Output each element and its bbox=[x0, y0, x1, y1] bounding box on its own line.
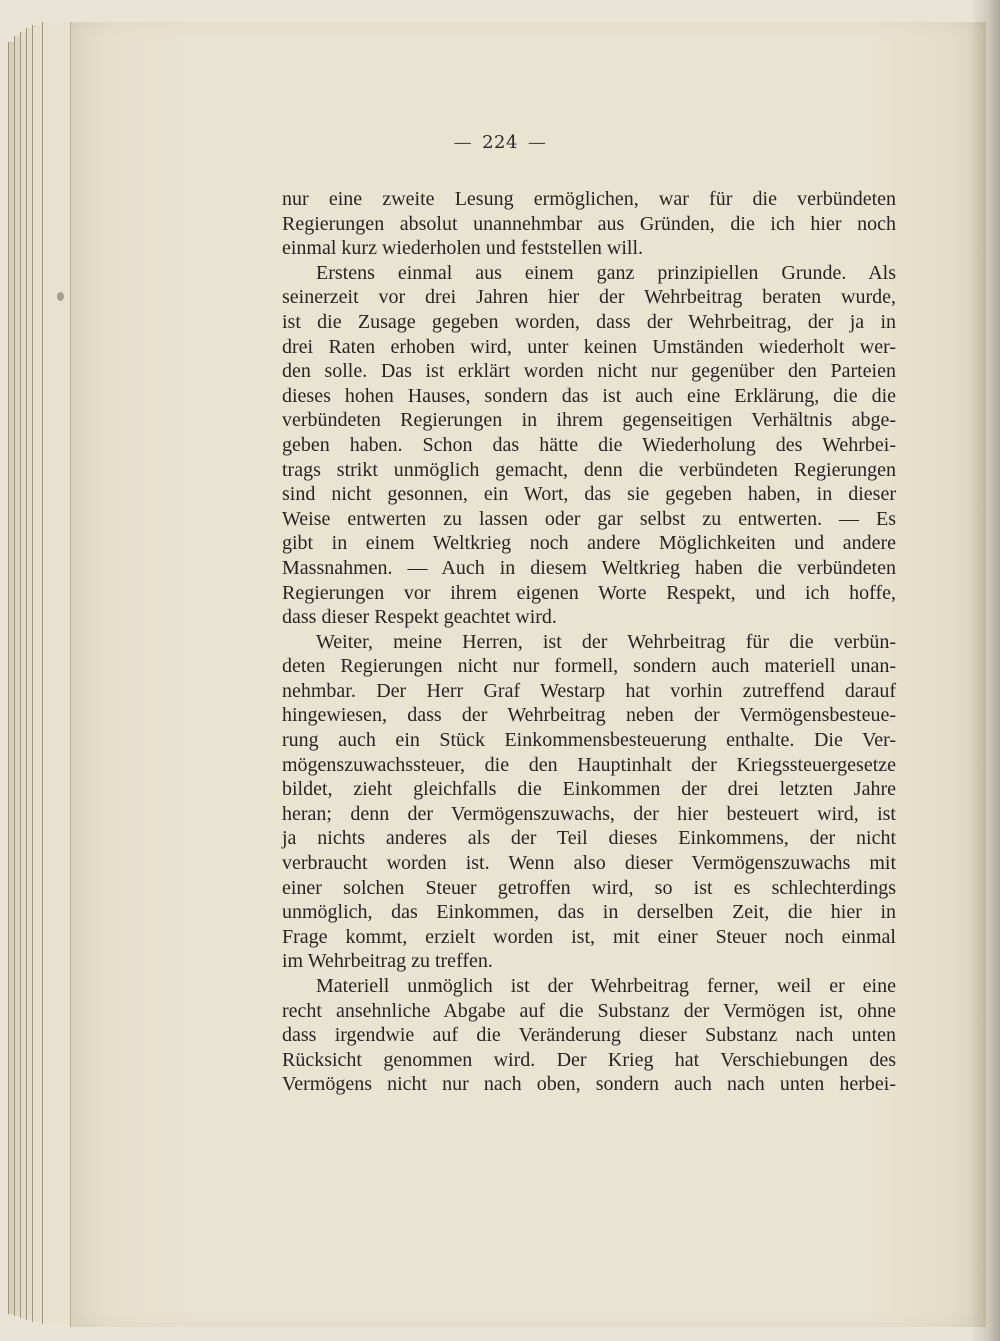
text-line: heran; denn der Vermögenszuwachs, der hier besteuert wird, ist bbox=[282, 802, 896, 825]
text-line: den solle. Das ist erklärt worden nicht nur gegenüber den Parteien bbox=[282, 360, 896, 383]
text-line: Massnahmen. — Auch in diesem Weltkrieg haben die verbündeten bbox=[282, 556, 896, 579]
text-line: Erstens einmal aus einem ganz prinzipiellen Grunde. Als bbox=[316, 261, 896, 284]
text-line: recht ansehnliche Abgabe auf die Substanz der Vermögen ist, ohne bbox=[282, 999, 896, 1022]
text-line: gibt in einem Weltkrieg noch andere Möglichkeiten und andere bbox=[282, 532, 896, 555]
text-line: hingewiesen, dass der Wehrbeitrag neben der Vermögensbesteue- bbox=[282, 704, 896, 727]
paragraph bbox=[282, 974, 896, 1097]
text-line: unmöglich, das Einkommen, das in derselben Zeit, die hier in bbox=[282, 901, 896, 924]
paragraph bbox=[282, 261, 896, 630]
page-number-dash-left: — bbox=[453, 132, 473, 153]
text-line: Rücksicht genommen wird. Der Krieg hat Verschiebungen des bbox=[282, 1048, 896, 1071]
text-line: Regierungen vor ihrem eigenen Worte Respekt, und ich hoffe, bbox=[282, 581, 896, 604]
text-line: Vermögens nicht nur nach oben, sondern auch nach unten herbei- bbox=[282, 1073, 896, 1096]
text-line: deten Regierungen nicht nur formell, sondern auch materiell unan- bbox=[282, 655, 896, 678]
text-line: ja nichts anderes als der Teil dieses Einkommens, der nicht bbox=[282, 827, 896, 850]
page-number bbox=[0, 132, 1000, 153]
text-line: geben haben. Schon das hätte die Wiederholung des Wehrbei- bbox=[282, 433, 896, 456]
page-number-value: 224 bbox=[482, 132, 518, 153]
page-number-dash-right: — bbox=[527, 132, 547, 153]
text-line: rung auch ein Stück Einkommensbesteuerung enthalte. Die Ver- bbox=[282, 729, 896, 752]
text-line: bildet, zieht gleichfalls die Einkommen der drei letzten Jahre bbox=[282, 778, 896, 801]
text-line: einer solchen Steuer getroffen wird, so ist es schlechterdings bbox=[282, 876, 896, 899]
text-line: verbraucht worden ist. Wenn also dieser Vermögenszuwachs mit bbox=[282, 852, 896, 875]
body-text bbox=[282, 187, 896, 1097]
text-line: seinerzeit vor drei Jahren hier der Wehrbeitrag beraten wurde, bbox=[282, 286, 896, 309]
text-line: nur eine zweite Lesung ermöglichen, war für die verbündeten bbox=[282, 188, 896, 210]
text-line: Frage kommt, erzielt worden ist, mit einer Steuer noch einmal bbox=[282, 925, 896, 948]
text-line: Materiell unmöglich ist der Wehrbeitrag ferner, weil er eine bbox=[316, 975, 896, 997]
text-line: mögenszuwachssteuer, die den Hauptinhalt der Kriegssteuergesetze bbox=[282, 753, 896, 776]
paragraph bbox=[282, 630, 896, 974]
text-line: Regierungen absolut unannehmbar aus Gründen, die ich hier noch bbox=[282, 212, 896, 235]
ink-spot bbox=[57, 292, 64, 301]
text-line: sind nicht gesonnen, ein Wort, das sie gegeben haben, in dieser bbox=[282, 483, 896, 506]
text-line: ist die Zusage gegeben worden, dass der Wehrbeitrag, der ja in bbox=[282, 310, 896, 333]
text-line: Weise entwerten zu lassen oder gar selbst zu entwerten. — Es bbox=[282, 507, 896, 530]
text-line: nehmbar. Der Herr Graf Westarp hat vorhin zutreffend darauf bbox=[282, 679, 896, 702]
text-line: dass dieser Respekt geachtet wird. bbox=[282, 606, 557, 629]
text-line: einmal kurz wiederholen und feststellen will. bbox=[282, 237, 644, 260]
text-line: trags strikt unmöglich gemacht, denn die verbündeten Regierungen bbox=[282, 458, 896, 481]
text-line: verbündeten Regierungen in ihrem gegenseitigen Verhältnis abge- bbox=[282, 409, 896, 432]
binding-shadow bbox=[970, 0, 1000, 1341]
text-line: dass irgendwie auf die Veränderung dieser Substanz nach unten bbox=[282, 1024, 896, 1047]
paragraph bbox=[282, 187, 896, 261]
text-line: Weiter, meine Herren, ist der Wehrbeitrag für die verbün- bbox=[316, 630, 896, 653]
text-line: drei Raten erhoben wird, unter keinen Umständen wiederholt wer- bbox=[282, 335, 896, 358]
text-line: dieses hohen Hauses, sondern das ist auch eine Erklärung, die die bbox=[282, 384, 896, 407]
text-line: im Wehrbeitrag zu treffen. bbox=[282, 950, 493, 973]
